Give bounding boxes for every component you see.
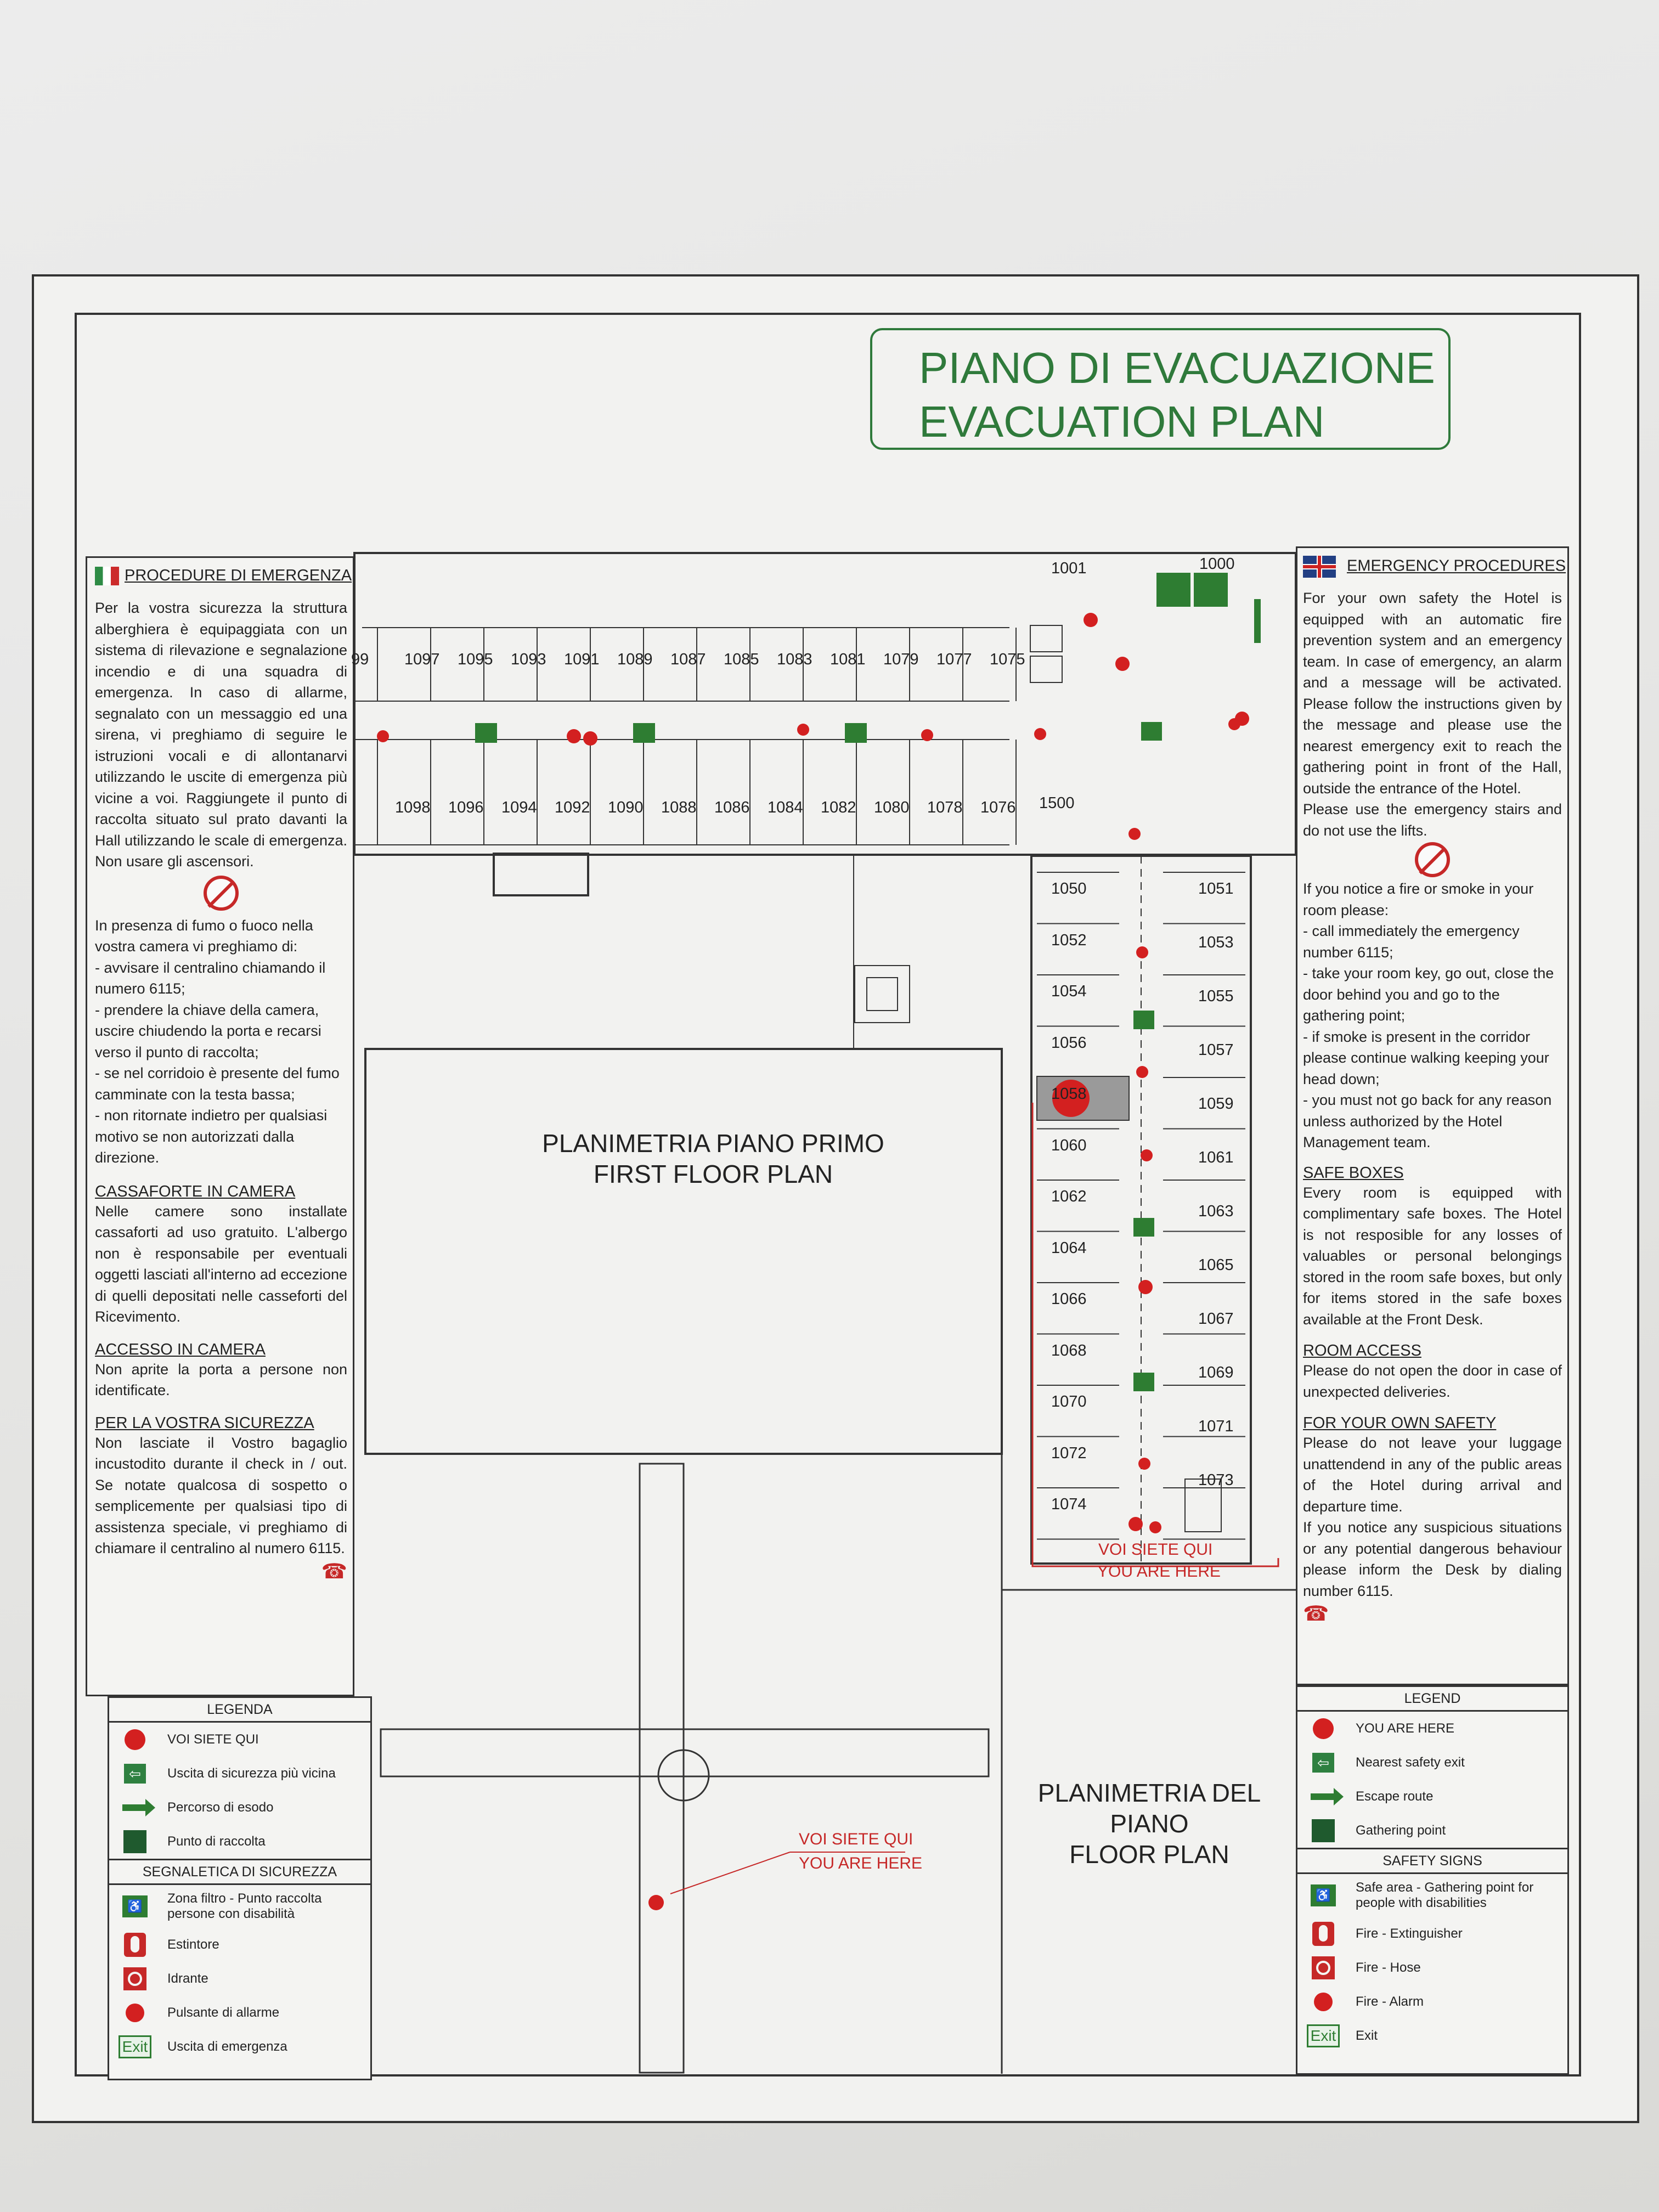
room-1086: 1086 — [714, 799, 750, 816]
safety-text-en: Please do not leave your luggage unattendend in any of the public areas of the Hotel during arrival and departure time. If you notice any suspicious situations or any potential dangerous behaviour please inform the Desk by dialing number 6115. — [1303, 1435, 1562, 1599]
legend-gathering-point-it: Punto di raccolta — [109, 1825, 370, 1859]
access-text-en: Please do not open the door in case of unexpected deliveries. — [1303, 1362, 1562, 1400]
room-1061: 1061 — [1198, 1149, 1234, 1166]
legend-escape-route-it: Percorso di esodo — [109, 1791, 370, 1825]
room-1058: 1058 — [1051, 1085, 1087, 1103]
sign-safe-area-it: ♿ Zona filtro - Punto raccolta persone con disabilità — [109, 1885, 370, 1928]
disabled-area-icon: ♿ — [122, 1895, 148, 1917]
access-heading-en: ROOM ACCESS — [1303, 1342, 1421, 1359]
room-1068: 1068 — [1051, 1341, 1087, 1359]
room-1098: 1098 — [395, 799, 431, 816]
room-1082: 1082 — [821, 799, 856, 816]
room-1096: 1096 — [448, 799, 484, 816]
room-99: 99 — [351, 651, 369, 668]
exit-door-icon-en: ⇦ — [1312, 1753, 1334, 1773]
legend-title-it: LEGENDA — [109, 1698, 370, 1723]
sign-extinguisher-it: Estintore — [109, 1928, 370, 1962]
sign-extinguisher-en: Fire - Extinguisher — [1297, 1917, 1567, 1951]
room-1051: 1051 — [1198, 880, 1234, 898]
room-1070: 1070 — [1051, 1393, 1087, 1410]
sign-exit-en: Exit Exit — [1297, 2019, 1567, 2053]
procedure-heading-en: EMERGENCY PROCEDURES — [1303, 556, 1562, 578]
legend-escape-route-en: Escape route — [1297, 1780, 1567, 1814]
safe-heading-it: CASSAFORTE IN CAMERA — [95, 1182, 296, 1200]
floor-plan-label: PLANIMETRIA DEL PIANO FLOOR PLAN — [1037, 1779, 1261, 1869]
room-1092: 1092 — [555, 799, 590, 816]
signs-title-en: SAFETY SIGNS — [1297, 1848, 1567, 1874]
room-1093: 1093 — [511, 651, 546, 668]
room-1072: 1072 — [1051, 1444, 1087, 1462]
room-1053: 1053 — [1198, 934, 1234, 951]
safe-heading-en: SAFE BOXES — [1303, 1164, 1404, 1182]
room-1057: 1057 — [1198, 1041, 1234, 1059]
room-1056: 1056 — [1051, 1034, 1087, 1052]
room-1078: 1078 — [927, 799, 963, 816]
security-text-it: Non lasciate il Vostro bagaglio incustodito durante il check in / out. Se notate qualcosa di sospetto o semplicemente per qualsiasi tipo di assistenza speciale, vi preghiamo di chiamare il centralino al numero 6115. — [95, 1434, 347, 1557]
phone-icon: ☎ — [321, 1560, 347, 1583]
room-1087: 1087 — [670, 651, 706, 668]
room-1091: 1091 — [564, 651, 600, 668]
sign-alarm-it: Pulsante di allarme — [109, 1996, 370, 2030]
room-1080: 1080 — [874, 799, 910, 816]
room-1064: 1064 — [1051, 1239, 1087, 1257]
room-1081: 1081 — [830, 651, 866, 668]
safety-heading-en: FOR YOUR OWN SAFETY — [1303, 1414, 1497, 1432]
room-1059: 1059 — [1198, 1095, 1234, 1113]
sign-safe-area-en: ♿ Safe area - Gathering point for people with disabilities — [1297, 1874, 1567, 1917]
smoke-instructions-it: In presenza di fumo o fuoco nella vostra camera vi preghiamo di: - avvisare il centralino chiamando il numero 6115; - prendere la chiave della camera, uscire chiudendo la porta e recarsi verso il punto di raccolta; - se nel corridoio è presente del fumo camminate con la testa bassa; - non ritornate indietro per qualsiasi motivo se non autorizzati dalla direzione. — [95, 917, 340, 1166]
first-floor-plan-label: PLANIMETRIA PIANO PRIMO FIRST FLOOR PLAN — [542, 1129, 884, 1188]
you-are-here-label-en-wing: YOU ARE HERE — [1097, 1562, 1221, 1581]
room-1071: 1071 — [1198, 1418, 1234, 1435]
legend-nearest-exit-en: ⇦ Nearest safety exit — [1297, 1746, 1567, 1780]
room-1075: 1075 — [990, 651, 1025, 668]
room-1094: 1094 — [501, 799, 537, 816]
room-1067: 1067 — [1198, 1310, 1234, 1328]
you-are-here-label-en-map: YOU ARE HERE — [799, 1854, 923, 1872]
access-heading-it: ACCESSO IN CAMERA — [95, 1340, 266, 1358]
legend-title-en: LEGEND — [1297, 1687, 1567, 1712]
legend-you-are-here-it: VOI SIETE QUI — [109, 1723, 370, 1757]
you-are-here-label-it-wing: VOI SIETE QUI — [1098, 1541, 1213, 1559]
sign-alarm-en: Fire - Alarm — [1297, 1985, 1567, 2019]
safe-text-it: Nelle camere sono installate cassaforti ad uso gratuito. L'albergo non è responsabile per eventuali oggetti lasciati all'interno ad eccezione di quelli depositati nelle casseforti del Ricevimento. — [95, 1203, 347, 1325]
access-text-it: Non aprite la porta a persone non identificate. — [95, 1361, 347, 1399]
fire-instructions-en: If you notice a fire or smoke in your room please: - call immediately the emergency number 6115; - take your room key, go out, close the door behind you and go to the gathering point; - if smoke is present in the corridor please continue walking keeping your head down; - you must not go back for any reason unless authorized by the Hotel Management team. — [1303, 881, 1554, 1150]
exit-sign-icon: Exit — [119, 2035, 152, 2058]
title-italian: PIANO DI EVACUAZIONE — [919, 343, 1435, 392]
exit-door-icon: ⇦ — [124, 1764, 146, 1784]
procedure-text-it: Per la vostra sicurezza la struttura alberghiera è equipaggiata con un sistema di rilevazione e segnalazione incendio e di una squadra di emergenza. In caso di allarme, segnalato con un messaggio ed una sirena, vi preghiamo di seguire le istruzioni vocali e di allontanarvi utilizzando le uscite di emergenza più vicine a voi. Raggiungete il punto di raccolta situato sul prato davanti la Hall utilizzando le scale di emergenza. Non usare gli ascensori. — [95, 600, 347, 870]
title-english: EVACUATION PLAN — [919, 397, 1325, 446]
room-1000: 1000 — [1199, 555, 1235, 573]
room-1090: 1090 — [608, 799, 644, 816]
room-1088: 1088 — [661, 799, 697, 816]
room-1052: 1052 — [1051, 931, 1087, 949]
room-1089: 1089 — [617, 651, 653, 668]
room-1073: 1073 — [1198, 1471, 1234, 1489]
legend-you-are-here-en: YOU ARE HERE — [1297, 1712, 1567, 1746]
room-1097: 1097 — [404, 651, 440, 668]
room-1050: 1050 — [1051, 880, 1087, 898]
room-1083: 1083 — [777, 651, 812, 668]
signs-title-it: SEGNALETICA DI SICUREZZA — [109, 1859, 370, 1885]
room-1079: 1079 — [883, 651, 919, 668]
room-1076: 1076 — [980, 799, 1016, 816]
disabled-area-icon-en: ♿ — [1311, 1884, 1336, 1906]
room-1066: 1066 — [1051, 1290, 1087, 1308]
room-1074: 1074 — [1051, 1496, 1087, 1513]
phone-icon-en: ☎ — [1303, 1602, 1329, 1626]
sign-exit-it: Exit Uscita di emergenza — [109, 2030, 370, 2064]
room-1085: 1085 — [724, 651, 759, 668]
exit-sign-icon-en: Exit — [1307, 2024, 1340, 2047]
room-1060: 1060 — [1051, 1136, 1087, 1154]
sign-hose-en: Fire - Hose — [1297, 1951, 1567, 1985]
procedure-heading-it: PROCEDURE DI EMERGENZA — [95, 567, 347, 585]
safe-text-en: Every room is equipped with complimentary safe boxes. The Hotel is not resposible for any losses of valuables or personal belongings stored in the room safe boxes, but only for items stored in the safe boxes available at the Front Desk. — [1303, 1184, 1562, 1328]
sign-hose-it: Idrante — [109, 1962, 370, 1996]
room-1055: 1055 — [1198, 988, 1234, 1005]
legend-nearest-exit-it: ⇦ Uscita di sicurezza più vicina — [109, 1757, 370, 1791]
legend-gathering-point-en: Gathering point — [1297, 1814, 1567, 1848]
room-1065: 1065 — [1198, 1256, 1234, 1274]
room-1077: 1077 — [936, 651, 972, 668]
you-are-here-label-it-map: VOI SIETE QUI — [799, 1830, 913, 1848]
room-1054: 1054 — [1051, 983, 1087, 1000]
room-1095: 1095 — [458, 651, 493, 668]
room-1063: 1063 — [1198, 1203, 1234, 1220]
room-1062: 1062 — [1051, 1188, 1087, 1205]
room-1001: 1001 — [1051, 560, 1087, 577]
room-1069: 1069 — [1198, 1364, 1234, 1381]
security-heading-it: PER LA VOSTRA SICUREZZA — [95, 1414, 314, 1432]
room-1084: 1084 — [768, 799, 803, 816]
room-1500: 1500 — [1039, 794, 1075, 812]
procedure-text-en: For your own safety the Hotel is equipped with an automatic fire prevention system and an emergency team. In case of emergency, an alarm and a message will be activated. Please follow the instructions given by the message and please use the nearest emergency exit to reach the gathering point in front of the Hall, outside the entrance of the Hotel. Please use the emergency stairs and do not use the lifts. — [1303, 590, 1562, 839]
